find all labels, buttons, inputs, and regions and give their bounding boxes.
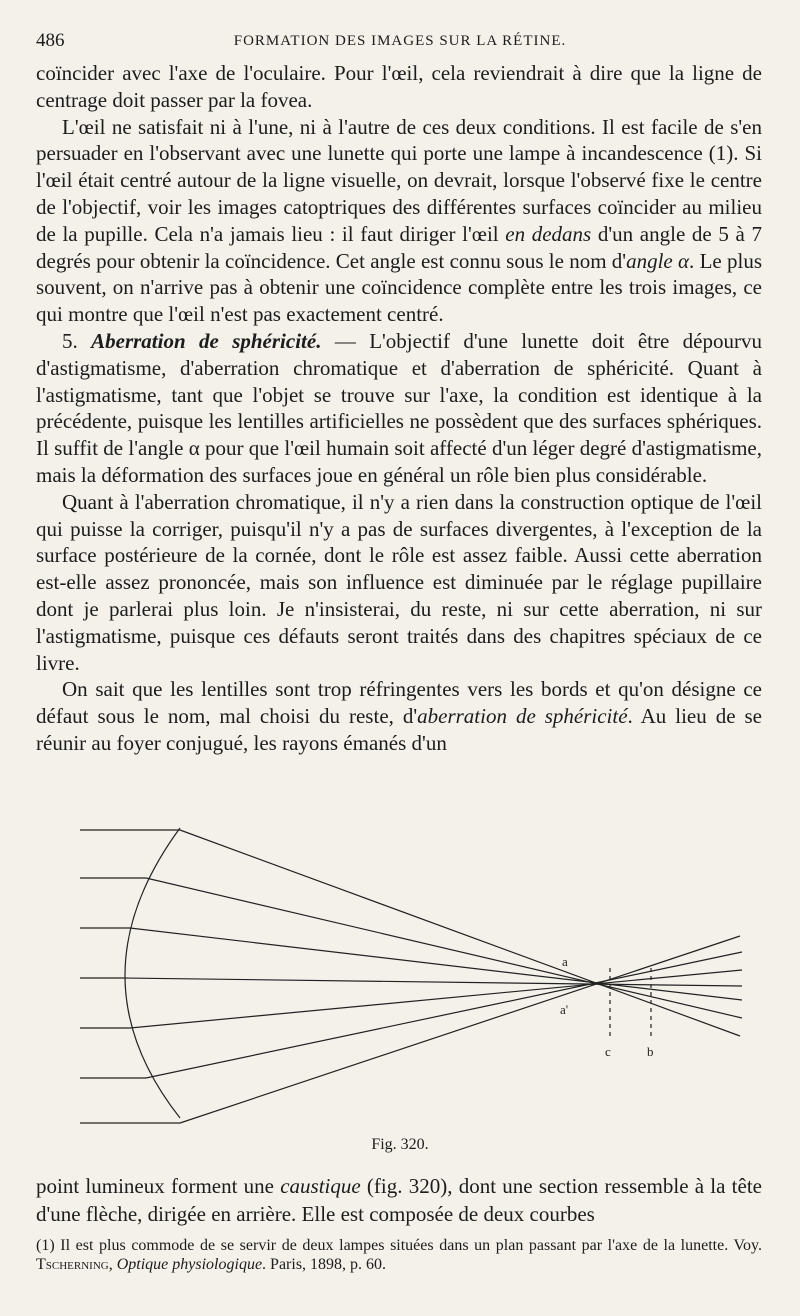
figure-caption: Fig. 320. [371,1136,429,1153]
label-a: a [562,954,568,969]
page-header [36,30,764,60]
paragraph-5: On sait que les lentilles sont trop réfringentes vers les bords et qu'on désigne ce défaut sous le nom, mal choisi du reste, d'aberration de sphéricité. Au lieu de se réunir au foyer conjugué, les rayons émanés d'un [36,677,762,755]
label-b: b [647,1044,654,1059]
figure-320 [30,818,770,1158]
page-number: 486 [36,30,65,51]
paragraph-1: coïncider avec l'axe de l'oculaire. Pour l'œil, cela reviendrait à dire que la ligne de centrage doit passer par la fovea. [36,61,762,112]
section-number: 5. [62,328,78,353]
continued-text [36,1172,762,1228]
paragraph-4: Quant à l'aberration chromatique, il n'y a rien dans la construction optique de l'œil qui puisse la corriger, puisqu'il n'y a pas de surfaces divergentes, à l'exception de la surface postérieure de la cornée, dont le rôle est assez faible. Aussi cette aberration est-elle assez prononcée, mais son influence est diminuée par le réglage pupillaire dont je parlerai plus loin. Je n'insisterai, du reste, ni sur cette aberration, ni sur l'astigmatisme, puisque ces défauts seront traités dans des chapitres spéciaux de ce livre. [36,489,762,675]
running-head: FORMATION DES IMAGES SUR LA RÉTINE. [233,33,567,49]
refracted-2 [146,878,742,1018]
paragraph-2: L'œil ne satisfait ni à l'une, ni à l'autre de ces deux conditions. Il est facile de s'en persuader en l'observant avec une lunette qui porte une lampe à incandescence (1). Si l'œil était centré autour de la ligne visuelle, on devrait, lorsque l'observé fixe le centre de l'objectif, voir les images catoptriques des différentes surfaces coïncider au milieu de la pupille. Cela n'a jamais lieu : il faut diriger l'œil en dedans d'un angle de 5 à 7 degrés pour obtenir la coïncidence. Cet angle est connu sous le nom d'angle α. Le plus souvent, on n'arrive pas à obtenir une coïncidence complète entre les trois images, ce qui montre que l'œil n'est pas exactement centré. [36,114,762,327]
refracted-1 [180,830,740,1036]
caustic-diagram [30,818,770,1128]
lens-curve [125,828,180,1118]
emphasis-aberration: aberration de sphéricité [417,704,628,729]
emphasis-en-dedans: en dedans [505,221,592,246]
emphasis-caustique: caustique [280,1174,361,1198]
paragraph-6: point lumineux forment une caustique (fig. 320), dont une section ressemble à la tête d'une flèche, dirigée en arrière. Elle est composée de deux courbes [36,1174,762,1226]
emphasis-angle-alpha: angle α [626,248,690,273]
label-c: c [605,1044,611,1059]
footnote-1: (1) Il est plus commode de se servir de deux lampes situées dans un plan passant par l'axe de la lunette. Voy. Tscherning, Optique physiologique. Paris, 1898, p. 60. [36,1237,762,1273]
label-a-prime: a' [560,1002,569,1017]
refracted-3 [130,928,742,1000]
section-title: Aberration de sphéricité. [91,328,322,353]
footnote-author: Tscherning [36,1256,109,1273]
footnote-title: Optique physiologique [116,1256,263,1273]
refracted-6 [146,952,742,1078]
paragraph-3: 5. Aberration de sphéricité. — L'objectif d'une lunette doit être dépourvu d'astigmatisme, d'aberration chromatique et d'aberration de sphéricité. Quant à l'astigmatisme, tant que l'objet se trouve sur l'axe, la condition est identique à la précédente, puisque les lentilles artificielles ne possèdent que des surfaces sphériques. Il suffit de l'angle α pour que l'œil humain soit affecté d'un léger degré d'astigmatisme, mais la déformation des surfaces joue en général un rôle bien plus considérable. [36,328,762,487]
refracted-7 [180,936,740,1123]
footnote [36,1236,762,1274]
body-text [36,60,762,757]
